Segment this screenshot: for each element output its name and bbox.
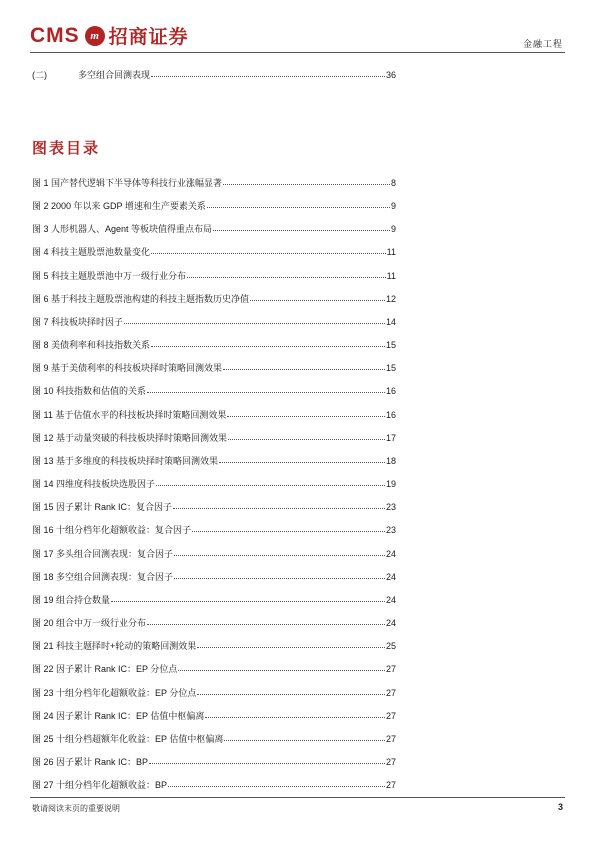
page-header — [0, 0, 595, 60]
figure-list-item-page: 17 — [385, 432, 396, 443]
figure-list-item[interactable] — [32, 639, 396, 652]
figure-list-item[interactable] — [32, 361, 396, 374]
figure-list-item-page: 23 — [385, 502, 396, 513]
figure-list-item-page: 19 — [385, 479, 396, 490]
dot-leader — [197, 694, 385, 695]
figure-list-item-page: 8 — [390, 178, 396, 188]
figure-list-item-page: 27 — [385, 780, 396, 791]
dot-leader — [250, 300, 385, 301]
figure-list-item-label: 图 20 组合中万一级行业分布 — [32, 618, 147, 629]
logo-mark-icon: m — [85, 26, 105, 46]
figure-list-title: 图表目录 — [32, 139, 101, 157]
dot-leader — [205, 717, 385, 718]
figure-list-item-page: 12 — [385, 293, 396, 304]
toc-section-entry[interactable] — [32, 68, 396, 81]
figure-list-item-page: 14 — [385, 316, 396, 327]
figure-list-item[interactable] — [32, 500, 396, 513]
figure-list-item[interactable] — [32, 338, 396, 351]
toc-section-title: 多空组合回测表现 — [78, 70, 151, 80]
header-category-label: 金融工程 — [522, 40, 563, 50]
figure-list-item[interactable] — [32, 269, 396, 282]
figure-list-item-label: 图 22 因子累计 Rank IC：EP 分位点 — [32, 664, 178, 675]
dot-leader — [147, 624, 385, 625]
figure-list-item-page: 27 — [385, 687, 396, 698]
figure-list-item[interactable] — [32, 245, 396, 258]
figure-list-item-page: 18 — [385, 455, 396, 466]
footer-disclaimer: 敬请阅读末页的重要说明 — [32, 804, 120, 813]
dot-leader — [173, 508, 385, 509]
figure-list-item[interactable] — [32, 547, 396, 560]
logo-latin-text: CMS — [30, 23, 80, 47]
dot-leader — [223, 184, 390, 185]
figure-list-item[interactable] — [32, 199, 396, 212]
dot-leader — [147, 392, 385, 393]
figure-list-item-label: 图 18 多空组合回测表现：复合因子 — [32, 571, 174, 582]
figure-list-item[interactable] — [32, 755, 396, 768]
figure-list-item-label: 图 6 基于科技主题股票池构建的科技主题指数历史净值 — [32, 293, 250, 304]
figure-list-item[interactable] — [32, 292, 396, 305]
footer-divider — [30, 797, 565, 798]
figure-list-item-page: 16 — [385, 409, 396, 420]
header-divider — [30, 52, 565, 53]
figure-list-item-page: 27 — [385, 710, 396, 721]
dot-leader — [149, 763, 385, 764]
logo-company-name: 招商证券 — [108, 26, 189, 48]
figure-list-item-label: 图 15 因子累计 Rank IC：复合因子 — [32, 502, 173, 513]
dot-leader — [178, 670, 385, 671]
figure-list-item-label: 图 24 因子累计 Rank IC：EP 估值中枢偏离 — [32, 710, 205, 721]
toc-section-number: (二) — [32, 70, 47, 80]
figure-list-item[interactable] — [32, 222, 396, 235]
figure-list-item[interactable] — [32, 315, 396, 328]
figure-list-item-page: 16 — [385, 386, 396, 397]
figure-list-item-label: 图 7 科技板块择时因子 — [32, 316, 124, 327]
dot-leader — [151, 253, 386, 254]
figure-list-item-label: 图 13 基于多维度的科技板块择时策略回测效果 — [32, 455, 219, 466]
dot-leader — [224, 740, 385, 741]
figure-list-item-page: 25 — [385, 641, 396, 652]
figure-list-item-label: 图 10 科技指数和估值的关系 — [32, 386, 147, 397]
figure-list-item-label: 图 16 十组分档年化超额收益：复合因子 — [32, 525, 192, 536]
figure-list-item[interactable] — [32, 454, 396, 467]
figure-list-item[interactable] — [32, 384, 396, 397]
page-number: 3 — [557, 802, 563, 812]
figure-list-item[interactable] — [32, 662, 396, 675]
dot-leader — [192, 531, 385, 532]
figure-list-item-label: 图 12 基于动量突破的科技板块择时策略回测效果 — [32, 432, 228, 443]
figure-list-item[interactable] — [32, 176, 396, 189]
figure-list-item-label: 图 17 多头组合回测表现：复合因子 — [32, 548, 174, 559]
figure-list-item-label: 图 25 十组分档超额年化收益：EP 估值中枢偏离 — [32, 733, 224, 744]
figure-list-item-label: 图 21 科技主题择时+轮动的策略回测效果 — [32, 641, 197, 652]
cms-logo — [30, 22, 189, 49]
figure-list-item-page: 15 — [385, 340, 396, 351]
figure-list-item-label: 图 1 国产替代逻辑下半导体等科技行业涨幅显著 — [32, 178, 223, 188]
figure-list-item[interactable] — [32, 408, 396, 421]
figure-list-item-page: 11 — [386, 270, 396, 281]
figure-list-item[interactable] — [32, 593, 396, 606]
dot-leader — [207, 207, 390, 208]
dot-leader — [197, 647, 385, 648]
figure-list-item-page: 24 — [385, 594, 396, 605]
dot-leader — [223, 369, 385, 370]
figure-list-item-page: 9 — [390, 224, 396, 235]
dot-leader — [219, 462, 385, 463]
figure-list-item[interactable] — [32, 732, 396, 745]
figure-list-item[interactable] — [32, 778, 396, 791]
figure-list-item[interactable] — [32, 431, 396, 444]
dot-leader — [124, 323, 385, 324]
dot-leader — [187, 277, 386, 278]
dot-leader — [151, 346, 385, 347]
figure-list-item-label: 图 27 十组分档年化超额收益：BP — [32, 780, 168, 791]
figure-list-item[interactable] — [32, 570, 396, 583]
figure-list-item-label: 图 8 美债利率和科技指数关系 — [32, 340, 151, 351]
figure-list-item-page: 27 — [385, 664, 396, 675]
figure-list-item-label: 图 5 科技主题股票池中万一级行业分布 — [32, 270, 187, 281]
dot-leader — [168, 786, 385, 787]
figure-list-item[interactable] — [32, 686, 396, 699]
dot-leader — [228, 439, 385, 440]
figure-list-item-label: 图 3 人形机器人、Agent 等板块值得重点布局 — [32, 224, 213, 235]
figure-list-item[interactable] — [32, 709, 396, 722]
figure-list-item-page: 24 — [385, 571, 396, 582]
figure-list-item[interactable] — [32, 616, 396, 629]
figure-list-item-page: 24 — [385, 548, 396, 559]
figure-list-item-label: 图 19 组合持仓数量 — [32, 594, 111, 605]
dot-leader — [174, 555, 385, 556]
figure-list-item[interactable] — [32, 523, 396, 536]
figure-list-item-page: 27 — [385, 757, 396, 767]
figure-list-item-label: 图 9 基于美债利率的科技板块择时策略回测效果 — [32, 363, 223, 374]
toc-section-page: 36 — [385, 70, 396, 80]
figure-list-item-label: 图 26 因子累计 Rank IC：BP — [32, 757, 149, 767]
figure-list-item-label: 图 23 十组分档年化超额收益：EP 分位点 — [32, 687, 197, 698]
dot-leader — [213, 230, 390, 231]
figure-list-item-page: 9 — [390, 201, 396, 212]
figure-list-item-page: 27 — [385, 733, 396, 744]
figure-list-item-label: 图 4 科技主题股票池数量变化 — [32, 247, 151, 258]
figure-list-item-label: 图 11 基于估值水平的科技板块择时策略回测效果 — [32, 409, 227, 420]
toc-section-label — [32, 68, 150, 81]
figure-list-item[interactable] — [32, 477, 396, 490]
figure-list-item-label: 图 14 四维度科技板块选股因子 — [32, 479, 156, 490]
figure-list-item-page: 24 — [385, 618, 396, 629]
figure-list-item-page: 15 — [385, 363, 396, 374]
figure-list-item-label: 图 2 2000 年以来 GDP 增速和生产要素关系 — [32, 201, 206, 212]
dot-leader — [151, 76, 385, 77]
dot-leader — [174, 578, 385, 579]
dot-leader — [156, 485, 385, 486]
dot-leader — [227, 416, 385, 417]
figure-list-item-page: 11 — [386, 247, 396, 258]
figure-list-item-page: 23 — [385, 525, 396, 536]
dot-leader — [111, 601, 385, 602]
